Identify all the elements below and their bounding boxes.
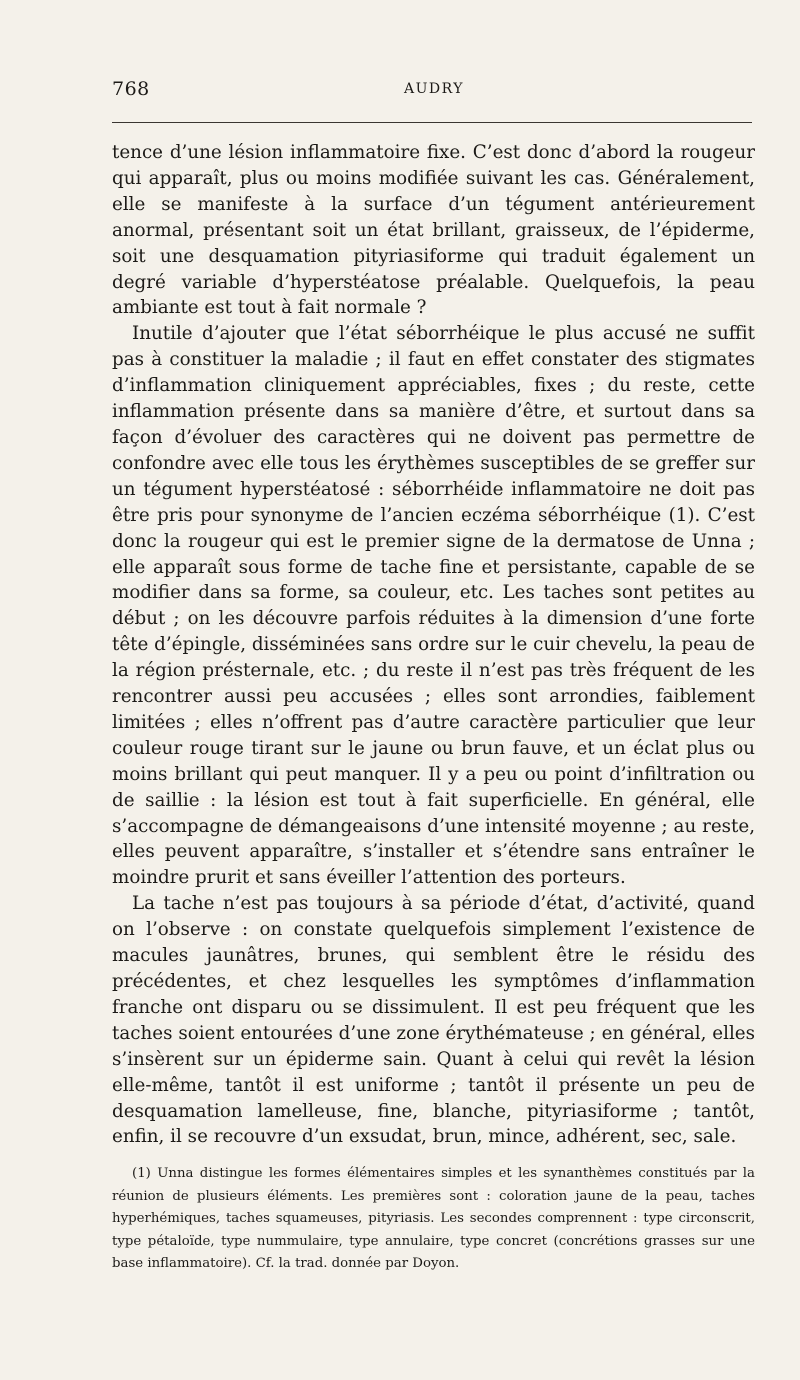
footnote: (1) Unna distingue les formes élémentaires simples et les synanthèmes constitués par la réunion de plusieurs éléments. Les premières sont : coloration jaune de la peau, taches hyperhémiques, taches squameuses, pityriasis. Les secondes comprennent : type circonscrit, type pétaloïde, type nummulaire, type annulaire, type concret (concrétions grasses sur une base inflammatoire). Cf. la trad. donnée par Doyon. (112, 1166, 755, 1272)
page-number: 768 (112, 78, 150, 100)
header-rule (112, 122, 752, 123)
page-header (112, 78, 756, 114)
body-text (112, 140, 755, 1150)
paragraph-continued: tence d’une lésion inflammatoire fixe. C’est donc d’abord la rougeur qui apparaît, plus ou moins modifiée suivant les cas. Généralement, elle se manifeste à la surface d’un tégument antérieurement anormal, présentant soit un état brillant, graisseux, de l’épiderme, soit une desquamation pityriasiforme qui traduit également un degré variable d’hyperstéatose préalable. Quelquefois, la peau ambiante est tout à fait normale ? (112, 142, 755, 319)
paragraph: Inutile d’ajouter que l’état séborrhéique le plus accusé ne suffit pas à constituer la maladie ; il faut en effet constater des stigmates d’inflammation cliniquement appréciables, fixes ; du reste, cette inflammation présente dans sa manière d’être, et surtout dans sa façon d’évoluer des caractères qui ne doivent pas permettre de confondre avec elle tous les érythèmes susceptibles de se greffer sur un tégument hyperstéatosé : séborrhéide inflammatoire ne doit pas être pris pour synonyme de l’ancien eczéma séborrhéique (1). C’est donc la rougeur qui est le premier signe de la dermatose de Unna ; elle apparaît sous forme de tache fine et persistante, capable de se modifier dans sa forme, sa couleur, etc. Les taches sont petites au début ; on les découvre parfois réduites à la dimension d’une forte tête d’épingle, disséminées sans ordre sur le cuir chevelu, la peau de la région présternale, etc. ; du reste il n’est pas très fréquent de les rencontrer aussi peu accusées ; elles sont arrondies, faiblement limitées ; elles n’offrent pas d’autre caractère particulier que leur couleur rouge tirant sur le jaune ou brun fauve, et un éclat plus ou moins brillant qui peut manquer. Il y a peu ou point d’infiltration ou de saillie : la lésion est tout à fait superficielle. En général, elle s’accompagne de démangeaisons d’une intensité moyenne ; au reste, elles peuvent apparaître, s’installer et s’étendre sans entraîner le moindre prurit et sans éveiller l’attention des porteurs. (112, 323, 755, 889)
paragraph: La tache n’est pas toujours à sa période d’état, d’activité, quand on l’observe : on constate quelquefois simplement l’existence de macules jaunâtres, brunes, qui semblent être le résidu des précédentes, et chez lesquelles les symptômes d’inflammation franche ont disparu ou se dissimulent. Il est peu fréquent que les taches soient entourées d’une zone érythémateuse ; en général, elles s’insèrent sur un épiderme sain. Quant à celui qui revêt la lésion elle-même, tantôt il est uniforme ; tantôt il présente un peu de desquamation lamelleuse, fine, blanche, pityriasiforme ; tantôt, enfin, il se recouvre d’un exsudat, brun, mince, adhérent, sec, sale. (112, 893, 755, 1148)
running-head: AUDRY (404, 81, 464, 97)
